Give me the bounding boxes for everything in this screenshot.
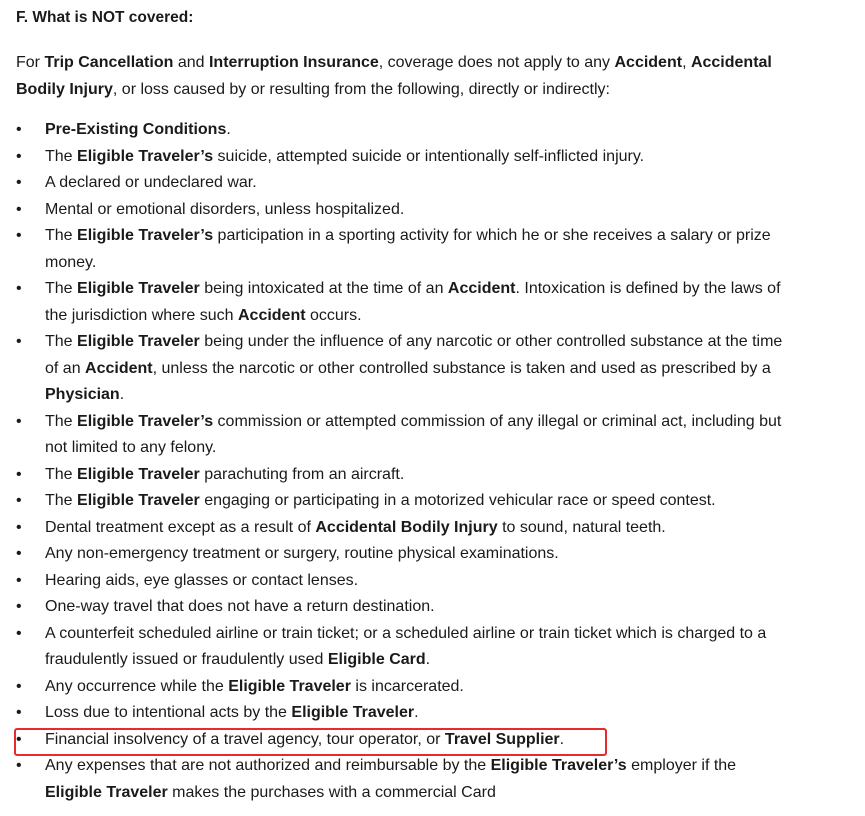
bold-term: Eligible Traveler [77,492,200,509]
bold-term: Trip Cancellation [44,54,174,71]
bullet-icon: • [16,624,22,642]
text-run: The [45,227,78,244]
text-run: Any non-emergency treatment or surgery, routine physical examinations. [45,545,559,562]
bullet-icon: • [16,677,22,695]
text-run: to sound, natural teeth. [497,518,666,536]
bold-term: Accident [237,306,306,324]
intro-paragraph [16,50,816,103]
bold-term: Eligible Traveler’s [77,147,214,165]
text-run: Dental treatment except as a result of [45,518,316,536]
bullet-icon: • [16,757,22,774]
text-run: A counterfeit scheduled airline or train ticket; or a scheduled airline or train ticket which is charged to a fraudulently issued or fraudulently used [45,624,767,668]
text-run: . [559,730,565,748]
bold-term: Travel Supplier [444,730,560,748]
exclusion-item [0,621,795,674]
exclusion-item [0,329,795,409]
text-run: A declared or undeclared war. [45,174,257,191]
text-run: engaging or participating in a motorized vehicular race or speed contest. [199,492,716,509]
text-run: and [173,54,209,71]
text-run: One-way travel that does not have a return destination. [45,598,435,615]
exclusions-list [0,117,830,806]
text-run: Loss due to intentional acts by the [45,704,292,721]
text-run: , coverage does not apply to any [378,54,615,71]
text-run: parachuting from an aircraft. [199,465,405,483]
bold-term: Eligible Traveler [77,280,200,297]
bold-term: Eligible Traveler [77,465,200,483]
exclusion-item [0,674,795,701]
bullet-icon: • [16,121,22,138]
text-run: The [45,280,78,297]
bullet-icon: • [16,174,22,191]
text-run: The [45,492,78,509]
bullet-icon: • [16,571,22,589]
bold-term: Accident [447,280,516,297]
exclusion-item [0,117,795,144]
text-run: Hearing aids, eye glasses or contact lenses. [45,571,359,589]
bullet-icon: • [16,545,22,562]
text-run: is incarcerated. [350,677,464,695]
exclusion-item [0,594,795,621]
exclusion-item [0,515,795,542]
text-run: occurs. [305,306,362,324]
text-run: , or loss caused by or resulting from the following, directly or indirectly: [112,80,610,98]
exclusion-item [0,488,795,515]
bullet-icon: • [16,465,22,483]
bold-term: Eligible Traveler’s [490,757,627,774]
bold-term: Eligible Traveler [291,704,415,721]
bold-term: Eligible Traveler’s [77,227,214,244]
text-run: Mental or emotional disorders, unless hospitalized. [45,200,405,218]
text-run: . Intoxication is defined by the laws of the jurisdiction where such [45,280,781,324]
section-heading: F. What is NOT covered: [16,9,194,26]
text-run: participation in a sporting activity for which he or she receives a salary or prize money. [45,227,771,271]
text-run: . [119,386,125,403]
text-run: , [682,54,691,71]
bullet-icon: • [16,200,22,218]
bold-term: Accidental Bodily Injury [315,518,498,536]
exclusion-item [0,541,795,568]
bullet-icon: • [16,492,22,509]
bullet-icon: • [16,730,22,748]
bold-term: Eligible Traveler [228,677,351,695]
exclusion-item [0,197,795,224]
text-run: makes the purchases with a commercial Card [167,783,496,801]
text-run: . [414,704,419,721]
bullet-icon: • [16,333,22,350]
exclusion-item [0,727,795,754]
bullet-icon: • [16,412,22,430]
text-run: . [226,121,231,138]
bullet-icon: • [16,227,22,244]
exclusion-item [0,276,795,329]
text-run: being under the influence of any narcotic or other controlled substance at the time of an [45,333,783,377]
text-run: Any expenses that are not authorized and reimbursable by the [45,757,491,774]
text-run: commission or attempted commission of any illegal or criminal act, including but not limited to any felony. [45,412,782,456]
text-run: For [16,54,45,71]
bullet-icon: • [16,704,22,721]
bullet-icon: • [16,598,22,615]
text-run: Any occurrence while the [45,677,229,695]
exclusion-item [0,753,795,806]
text-run: The [45,465,78,483]
text-run: Financial insolvency of a travel agency, tour operator, or [45,730,445,748]
bullet-icon: • [16,147,22,165]
bullet-icon: • [16,280,22,297]
bold-term: Accidental Bodily Injury [16,54,772,98]
exclusion-item [0,462,795,489]
bold-term: Accident [614,54,683,71]
bold-term: Eligible Traveler [77,333,200,350]
bold-term: Pre-Existing Conditions [45,121,227,138]
bold-term: Physician [45,386,120,403]
exclusion-item [0,700,795,727]
bold-term: Eligible Card [327,651,426,668]
text-run: . [425,651,431,668]
exclusion-item [0,223,795,276]
exclusion-item [0,568,795,595]
text-run: suicide, attempted suicide or intentionally self-inflicted injury. [213,147,645,165]
text-run: The [45,412,78,430]
bold-term: Accident [85,359,153,377]
bold-term: Interruption Insurance [208,54,379,71]
text-run: being intoxicated at the time of an [199,280,448,297]
exclusion-item [0,170,795,197]
text-run: The [45,147,78,165]
text-run: , unless the narcotic or other controlled substance is taken and used as prescribed by a [152,359,771,377]
bold-term: Eligible Traveler’s [77,412,214,430]
text-run: employer if the [626,757,737,774]
exclusion-item [0,144,795,171]
exclusion-item [0,409,795,462]
text-run: The [45,333,78,350]
bold-term: Eligible Traveler [45,783,168,801]
bullet-icon: • [16,518,22,536]
